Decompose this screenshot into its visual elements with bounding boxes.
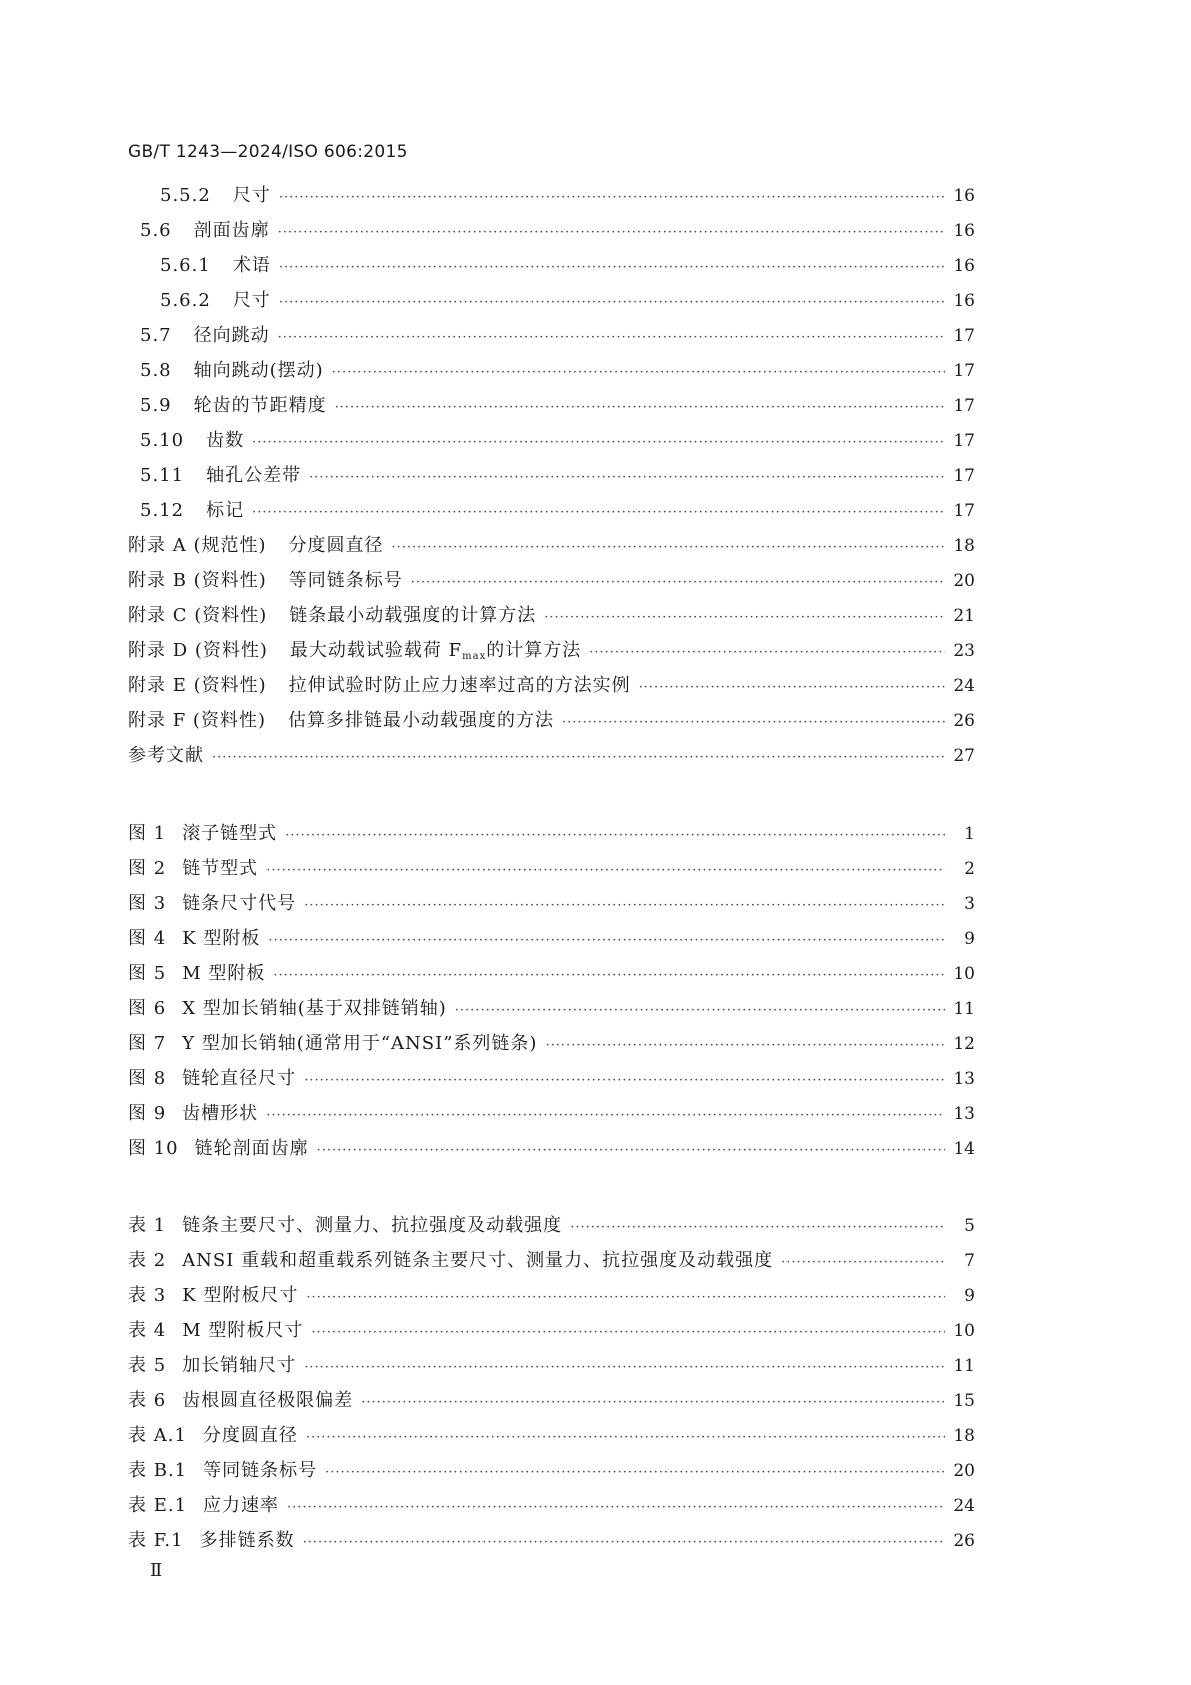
table-number: 表 B.1	[128, 1460, 188, 1481]
toc-entry[interactable]	[140, 359, 975, 383]
figure-number: 图 1	[128, 823, 167, 844]
table-title: ANSI 重载和超重载系列链条主要尺寸、测量力、抗拉强度及动载强度	[182, 1250, 774, 1271]
table-entry[interactable]	[128, 1214, 975, 1238]
toc-entry[interactable]	[140, 499, 975, 523]
toc-entry-number: 5.9	[140, 395, 172, 416]
figure-number: 图 7	[128, 1033, 167, 1054]
table-title: 等同链条标号	[203, 1460, 318, 1481]
figure-entry[interactable]	[128, 822, 975, 846]
figure-entry[interactable]	[128, 927, 975, 951]
toc-entry-number: 附录 A (规范性)	[128, 535, 267, 556]
toc-entry-page: 16	[953, 186, 975, 206]
toc-entry-title: 径向跳动	[193, 325, 270, 346]
toc-entry-number: 5.5.2	[160, 185, 211, 206]
toc-entry-number: 附录 C (资料性)	[128, 605, 268, 626]
table-page: 5	[964, 1216, 975, 1236]
toc-entry-page: 17	[953, 396, 975, 416]
toc-entry[interactable]	[140, 219, 975, 243]
toc-entry-page: 27	[953, 746, 975, 766]
figure-page: 1	[964, 824, 975, 844]
figure-number: 图 2	[128, 858, 167, 879]
table-entry[interactable]	[128, 1284, 975, 1308]
toc-entry-number: 5.7	[140, 325, 172, 346]
table-page: 24	[953, 1496, 975, 1516]
toc-entry[interactable]	[160, 254, 975, 278]
toc-entry-page: 21	[953, 606, 975, 626]
table-entry[interactable]	[128, 1319, 975, 1343]
dot-leader	[252, 501, 945, 525]
dot-leader	[278, 221, 945, 245]
figure-entry[interactable]	[128, 892, 975, 916]
table-number: 表 3	[128, 1285, 167, 1306]
dot-leader	[545, 1034, 945, 1058]
toc-entry-number: 附录 D (资料性)	[128, 640, 268, 661]
figure-page: 2	[964, 859, 975, 879]
table-page: 15	[953, 1391, 975, 1411]
toc-entry-page: 17	[953, 466, 975, 486]
toc-entry-page: 20	[953, 571, 975, 591]
toc-entry-page: 16	[953, 221, 975, 241]
document-code-header: GB/T 1243—2024/ISO 606:2015	[128, 142, 408, 162]
figure-page: 9	[964, 929, 975, 949]
toc-entry[interactable]	[140, 464, 975, 488]
figure-page: 11	[953, 999, 975, 1019]
toc-annex-entry[interactable]	[128, 534, 975, 558]
dot-leader	[268, 929, 945, 953]
toc-entry-page: 17	[953, 431, 975, 451]
dot-leader	[544, 606, 945, 630]
table-page: 26	[953, 1531, 975, 1551]
figure-number: 图 5	[128, 963, 167, 984]
table-title: 多排链系数	[199, 1530, 295, 1551]
toc-entry-title: 尺寸	[232, 185, 271, 206]
dot-leader	[279, 186, 945, 210]
figure-title: 链条尺寸代号	[182, 893, 297, 914]
toc-entry[interactable]	[140, 429, 975, 453]
toc-entry-title: 尺寸	[232, 290, 271, 311]
table-number: 表 2	[128, 1250, 167, 1271]
toc-entry-page: 17	[953, 361, 975, 381]
toc-entry-title: 轴向跳动(摆动)	[193, 360, 324, 381]
dot-leader	[212, 746, 945, 770]
dot-leader	[392, 536, 946, 560]
dot-leader	[455, 999, 945, 1023]
figure-title: K 型附板	[182, 928, 261, 949]
table-title: 应力速率	[203, 1495, 280, 1516]
dot-leader	[361, 1391, 945, 1415]
table-number: 表 A.1	[128, 1425, 187, 1446]
dot-leader	[279, 291, 945, 315]
table-entry[interactable]	[128, 1389, 975, 1413]
toc-entry-title: 齿数	[206, 430, 245, 451]
dot-leader	[411, 571, 945, 595]
table-page: 11	[953, 1356, 975, 1376]
figure-title: 链轮直径尺寸	[182, 1068, 297, 1089]
toc-entry-title: 术语	[232, 255, 271, 276]
toc-entry-title: 参考文献	[128, 745, 204, 766]
toc-entry-number: 附录 B (资料性)	[128, 570, 267, 591]
dot-leader	[304, 894, 945, 918]
figure-number: 图 10	[128, 1138, 179, 1159]
dot-leader	[325, 1461, 945, 1485]
toc-annex-entry[interactable]	[128, 674, 975, 698]
table-number: 表 4	[128, 1320, 167, 1341]
figure-number: 图 3	[128, 893, 167, 914]
figure-title: Y 型加长销轴(通常用于“ANSI”系列链条)	[182, 1033, 538, 1054]
toc-entry-number: 5.10	[140, 430, 185, 451]
toc-entry-number: 5.6	[140, 220, 172, 241]
toc-entry-number: 附录 F (资料性)	[128, 710, 266, 731]
title-suffix: 的计算方法	[486, 640, 582, 661]
figure-entry[interactable]	[128, 857, 975, 881]
toc-entry[interactable]	[140, 324, 975, 348]
figure-page: 12	[953, 1034, 975, 1054]
figure-page: 13	[953, 1069, 975, 1089]
toc-entry-number: 5.11	[140, 465, 185, 486]
table-number: 表 1	[128, 1215, 167, 1236]
dot-leader	[311, 1321, 945, 1345]
toc-entry-title: 轮齿的节距精度	[193, 395, 327, 416]
toc-entry-title: 分度圆直径	[288, 535, 384, 556]
dot-leader	[304, 1069, 945, 1093]
toc-entry-title: 剖面齿廓	[193, 220, 270, 241]
figure-number: 图 9	[128, 1103, 167, 1124]
dot-leader	[287, 1496, 945, 1520]
figure-title: M 型附板	[182, 963, 266, 984]
dot-leader	[303, 1531, 945, 1555]
figure-entry[interactable]	[128, 1032, 975, 1056]
table-page: 20	[953, 1461, 975, 1481]
toc-bibliography-entry[interactable]	[128, 744, 975, 768]
toc-entry-page: 17	[953, 501, 975, 521]
table-number: 表 E.1	[128, 1495, 188, 1516]
figure-entry[interactable]	[128, 962, 975, 986]
toc-entry-page: 16	[953, 256, 975, 276]
dot-leader	[781, 1251, 945, 1275]
title-subscript: max	[462, 651, 487, 662]
toc-annex-entry[interactable]	[128, 604, 975, 628]
toc-entry-number: 5.6.1	[160, 255, 211, 276]
dot-leader	[306, 1426, 945, 1450]
toc-entry-title: 等同链条标号	[288, 570, 403, 591]
figure-page: 3	[964, 894, 975, 914]
table-entry[interactable]	[128, 1424, 975, 1448]
toc-entry-number: 5.8	[140, 360, 172, 381]
figure-page: 13	[953, 1104, 975, 1124]
figure-title: 链轮剖面齿廓	[194, 1138, 309, 1159]
figure-entry[interactable]	[128, 997, 975, 1021]
toc-annex-entry[interactable]	[128, 639, 975, 663]
toc-entry-title: 估算多排链最小动载强度的方法	[287, 710, 554, 731]
toc-entry-page: 26	[953, 711, 975, 731]
table-title: 分度圆直径	[202, 1425, 298, 1446]
dot-leader	[278, 326, 945, 350]
dot-leader	[304, 1356, 945, 1380]
table-page: 7	[964, 1251, 975, 1271]
toc-entry[interactable]	[160, 289, 975, 313]
dot-leader	[332, 361, 945, 385]
toc-entry[interactable]	[160, 184, 975, 208]
table-entry[interactable]	[128, 1354, 975, 1378]
figure-title: 链节型式	[182, 858, 259, 879]
toc-entry-title: 拉伸试验时防止应力速率过高的方法实例	[288, 675, 631, 696]
figure-number: 图 8	[128, 1068, 167, 1089]
toc-entry-title	[290, 639, 581, 669]
toc-entry-title: 链条最小动载强度的计算方法	[289, 605, 537, 626]
table-page: 18	[953, 1426, 975, 1446]
table-entry[interactable]	[128, 1529, 975, 1553]
figure-entry[interactable]	[128, 1067, 975, 1091]
toc-entry-page: 16	[953, 291, 975, 311]
figure-title: X 型加长销轴(基于双排链销轴)	[182, 998, 447, 1019]
figure-entry[interactable]	[128, 1137, 975, 1161]
dot-leader	[252, 431, 945, 455]
dot-leader	[266, 859, 945, 883]
toc-annex-entry[interactable]	[128, 709, 975, 733]
table-number: 表 F.1	[128, 1530, 184, 1551]
dot-leader	[562, 711, 945, 735]
table-entry[interactable]	[128, 1249, 975, 1273]
dot-leader	[317, 1139, 945, 1163]
toc-entry-page: 23	[953, 641, 975, 661]
dot-leader	[279, 256, 945, 280]
dot-leader	[309, 466, 945, 490]
dot-leader	[306, 1286, 945, 1310]
dot-leader	[335, 396, 945, 420]
dot-leader	[273, 964, 945, 988]
dot-leader	[285, 824, 945, 848]
table-entry[interactable]	[128, 1459, 975, 1483]
table-title: K 型附板尺寸	[182, 1285, 299, 1306]
toc-entry-number: 5.6.2	[160, 290, 211, 311]
toc-entry-page: 18	[953, 536, 975, 556]
dot-leader	[266, 1104, 945, 1128]
toc-entry-title: 标记	[206, 500, 245, 521]
toc-entry-number: 附录 E (资料性)	[128, 675, 267, 696]
title-prefix: 最大动载试验载荷 F	[289, 640, 463, 661]
table-title: 齿根圆直径极限偏差	[182, 1390, 354, 1411]
figure-page: 14	[953, 1139, 975, 1159]
toc-entry-page: 24	[953, 676, 975, 696]
toc-annex-entry[interactable]	[128, 569, 975, 593]
figure-title: 齿槽形状	[182, 1103, 259, 1124]
table-page: 9	[964, 1286, 975, 1306]
table-title: 加长销轴尺寸	[182, 1355, 297, 1376]
dot-leader	[639, 676, 945, 700]
figure-number: 图 4	[128, 928, 167, 949]
dot-leader	[570, 1216, 945, 1240]
table-title: M 型附板尺寸	[182, 1320, 304, 1341]
table-entry[interactable]	[128, 1494, 975, 1518]
figure-entry[interactable]	[128, 1102, 975, 1126]
table-number: 表 5	[128, 1355, 167, 1376]
toc-entry[interactable]	[140, 394, 975, 418]
figure-page: 10	[953, 964, 975, 984]
toc-entry-number: 5.12	[140, 500, 185, 521]
figure-title: 滚子链型式	[182, 823, 278, 844]
table-title: 链条主要尺寸、测量力、抗拉强度及动载强度	[182, 1215, 563, 1236]
figure-number: 图 6	[128, 998, 167, 1019]
dot-leader	[589, 641, 945, 665]
table-number: 表 6	[128, 1390, 167, 1411]
toc-entry-title: 轴孔公差带	[206, 465, 302, 486]
page-number-footer: Ⅱ	[150, 1560, 163, 1581]
toc-entry-page: 17	[953, 326, 975, 346]
table-page: 10	[953, 1321, 975, 1341]
